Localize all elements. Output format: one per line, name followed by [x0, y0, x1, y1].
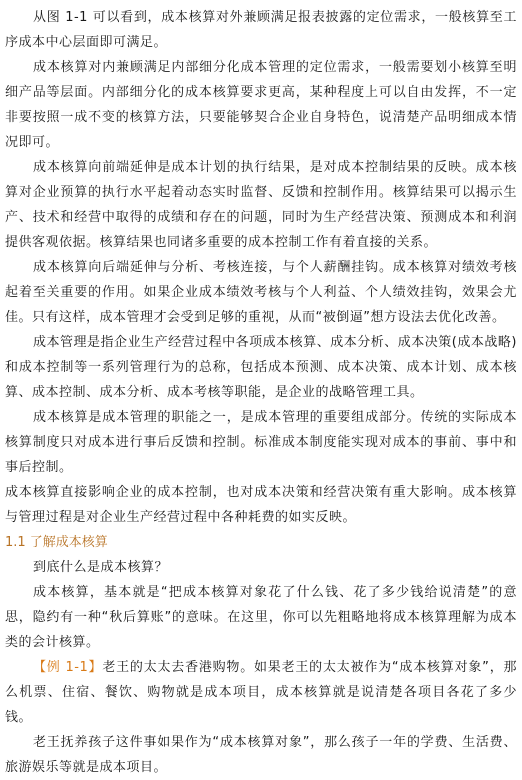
paragraph-4: 成本核算向后端延伸与分析、考核连接，与个人薪酬挂钩。成本核算对绩效考核起着至关重要的作用。如果企业成本绩效考核与个人利益、个人绩效挂钩，效果会尤佳。只有这样，成本管理才会受到足够的重视，从而“被倒逼”想方设法去优化改善。: [5, 260, 517, 325]
paragraph-2: 成本核算对内兼顾满足内部细分化成本管理的定位需求，一般需要划小核算至明细产品等层面。内部细分化的成本核算要求更高，某种程度上可以自由发挥，不一定非要按照一成不变的核算方法，只要能够契合企业自身特色，说清楚产品明细成本情况即可。: [5, 60, 517, 150]
example-tag: 【例 1-1】: [33, 660, 103, 675]
section-heading: 1.1 了解成本核算: [5, 535, 108, 550]
paragraph-3: 成本核算向前端延伸是成本计划的执行结果，是对成本控制结果的反映。成本核算对企业预算的执行水平起着动态实时监督、反馈和控制作用。核算结果可以揭示生产、技术和经营中取得的成绩和存在的问题，同时为生产经营决策、预测成本和利润提供客观依据。核算结果也同诸多重要的成本控制工作有着直接的关系。: [5, 160, 517, 250]
paragraph-5: 成本管理是指企业生产经营过程中各项成本核算、成本分析、成本决策(成本战略)和成本控制等一系列管理行为的总称，包括成本预测、成本决策、成本计划、成本核算、成本控制、成本分析、成本考核等职能，是企业的战略管理工具。: [5, 335, 517, 400]
definition-paragraph: 成本核算，基本就是“把成本核算对象花了什么钱、花了多少钱给说清楚”的意思，隐约有一种“秋后算账”的意味。在这里，你可以先粗略地将成本核算理解为成本类的会计核算。: [5, 585, 517, 650]
last-paragraph: 老王抚养孩子这件事如果作为“成本核算对象”，那么孩子一年的学费、生活费、旅游娱乐等就是成本项目。: [5, 735, 517, 775]
question-line: 到底什么是成本核算？: [33, 560, 169, 575]
document-page: [5, 5, 517, 780]
example-text: 老王的太太去香港购物。如果老王的太太被作为“成本核算对象”，那么机票、住宿、餐饮、购物就是成本项目，成本核算就是说清楚各项目各花了多少钱。: [5, 660, 517, 725]
paragraph-7: 成本核算直接影响企业的成本控制，也对成本决策和经营决策有重大影响。成本核算与管理过程是对企业生产经营过程中各种耗费的如实反映。: [5, 485, 517, 525]
paragraph-6: 成本核算是成本管理的职能之一，是成本管理的重要组成部分。传统的实际成本核算制度只对成本进行事后反馈和控制。标准成本制度能实现对成本的事前、事中和事后控制。: [5, 410, 517, 475]
paragraph-1: 从图 1-1 可以看到，成本核算对外兼顾满足报表披露的定位需求，一般核算至工序成本中心层面即可满足。: [5, 10, 517, 50]
example-paragraph: [5, 655, 517, 730]
